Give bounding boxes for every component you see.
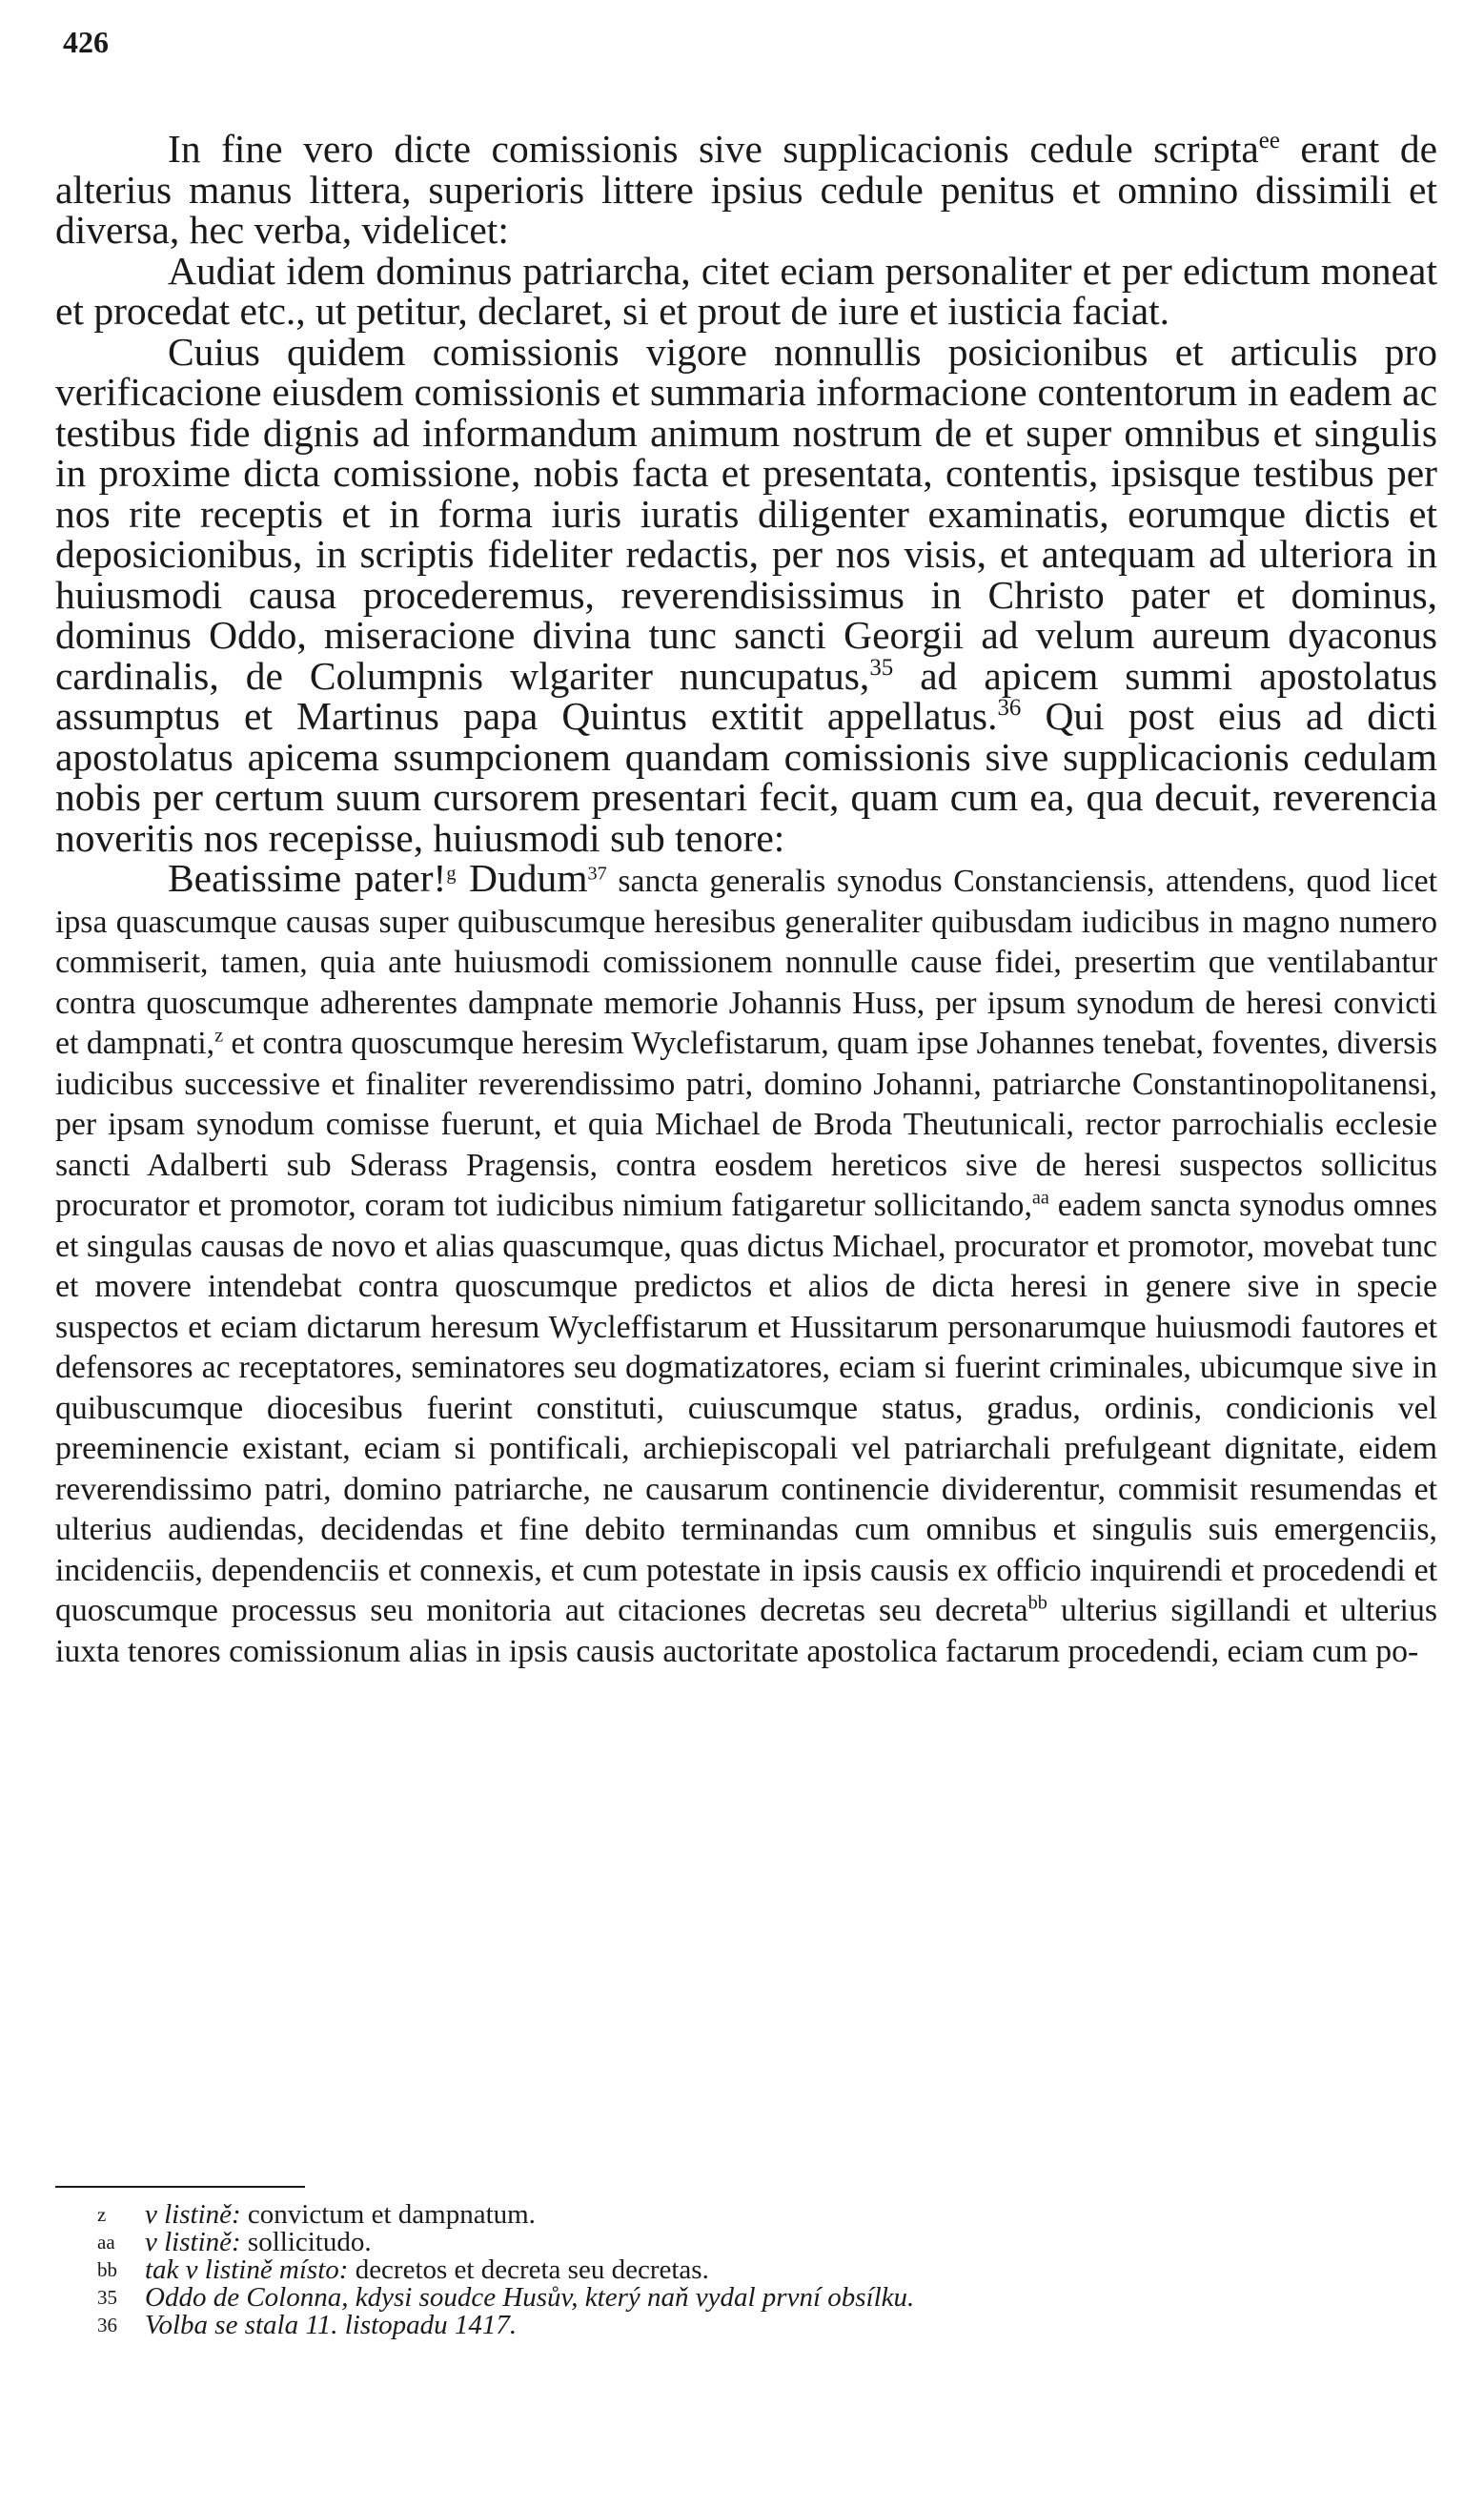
note-ref: aa bbox=[1031, 1187, 1049, 1209]
footnote bbox=[97, 2199, 1432, 2230]
footnote-text: decretos et decreta seu decretas. bbox=[348, 2254, 709, 2285]
paragraph-3 bbox=[55, 329, 1437, 860]
main-text bbox=[55, 129, 1437, 1672]
note-ref: bb bbox=[1027, 1592, 1047, 1614]
text-run: ad apicem summi apostolatus assumptus et Martinus papa Quintus extitit appellatus. bbox=[55, 653, 1437, 738]
footnote bbox=[97, 2282, 1432, 2313]
footnote-mark: bb bbox=[97, 2258, 117, 2281]
text-run: Dudum bbox=[456, 856, 588, 900]
footnote-text: convictum et dampnatum. bbox=[240, 2199, 536, 2230]
footnote-text: sollicitudo. bbox=[240, 2227, 372, 2257]
text-run: eadem sancta synodus omnes et singulas causas de novo et alias quascumque, quas dictus Michael, procurator et promotor, movebat tunc et movere intendebat contra quoscumque predictos et alios de dicta heresi in genere sive in specie suspectos et eciam dictarum heresum Wycleffistarum et Hussitarum personarumque huiusmodi fautores et defensores ac receptatores, seminatores seu dogmatizatores, eciam si fuerint criminales, ubicumque sive in quibuscumque diocesibus fuerint constituti, cuiuscumque status, gradus, ordinis, condicionis vel preeminencie existant, eciam si pontificali, archiepiscopali vel patriarchali prefulgeant dignitate, eidem reverendissimo patri, domino patriarche, ne causarum continencie dividerentur, commisit resumendas et ulterius audiendas, decidendas et fine debito terminandas cum omnibus et singulis suis emergenciis, incidenciis, dependenciis et connexis, et cum potestate in ipsis causis ex officio inquirendi et procedendi et quoscumque processus seu monitoria aut citaciones decretas seu decreta bbox=[55, 1188, 1438, 1628]
footnote-rule bbox=[55, 2186, 305, 2188]
footnote-label: tak v listině místo: bbox=[145, 2254, 349, 2285]
footnote-mark: 36 bbox=[97, 2314, 117, 2336]
text-run: et contra quoscumque heresim Wyclefistarum, quam ipse Johannes tenebat, foventes, diversis iudicibus successive et finaliter reverendissimo patri, domino Johanni, patriarche Constantinopolitanensi, per ipsam synodum comisse fuerunt, et quia Michael de Broda Theutunicali, rector parrochialis ecclesie sancti Adalberti sub Sderass Pragensis, contra eosdem hereticos sive de heresi suspectos sollicitus procurator et promotor, coram tot iudicibus nimium fatigaretur sollicitando, bbox=[55, 1026, 1437, 1223]
footnote-mark: z bbox=[97, 2203, 107, 2226]
footnote-mark: aa bbox=[97, 2231, 115, 2254]
paragraph-2: Audiat idem dominus patriarcha, citet eciam personaliter et per edictum moneat et procedat etc., ut petitur, declaret, si et prout de iure et iusticia faciat. bbox=[55, 248, 1437, 333]
page-number: 426 bbox=[63, 25, 109, 59]
footnote bbox=[97, 2227, 1432, 2257]
note-ref: ee bbox=[1258, 128, 1280, 154]
text-run: ulterius sigillandi et ulterius iuxta tenores comissionum alias in ipsis causis auctoritate apostolica factarum procedendi, eciam cum po- bbox=[55, 1593, 1437, 1669]
text-run: Beatissime pater! bbox=[168, 856, 447, 900]
note-ref: 37 bbox=[587, 863, 607, 885]
paragraph-1 bbox=[55, 129, 1437, 251]
footnotes bbox=[97, 2199, 1432, 2340]
note-ref: z bbox=[214, 1025, 224, 1047]
footnote-label: Volba se stala 11. listopadu 1417. bbox=[145, 2310, 518, 2340]
footnote-label: Oddo de Colonna, kdysi soudce Husův, který naň vydal první obsílku. bbox=[145, 2282, 915, 2313]
footnote-label: v listině: bbox=[145, 2199, 241, 2230]
text-run: Qui post eius ad dicti apostolatus apicema ssumpcionem quandam comissionis sive supplicacionis cedulam nobis per certum suum cursorem presentari fecit, quam cum ea, qua decuit, reverencia noveritis nos recepisse, huiusmodi sub tenore: bbox=[55, 694, 1437, 860]
text-run: erant de alterius manus littera, superioris littere ipsius cedule penitus et omnino dissimili et diversa, hec verba, videlicet: bbox=[55, 127, 1438, 252]
footnote bbox=[97, 2254, 1432, 2285]
note-ref: 35 bbox=[869, 654, 894, 681]
note-ref: g bbox=[446, 863, 457, 885]
footnote bbox=[97, 2310, 1432, 2340]
text-run: Cuius quidem comissionis vigore nonnullis posicionibus et articulis pro verificacione eiusdem comissionis et summaria informacione contentorum in eadem ac testibus fide dignis ad informandum animum nostrum de et super omnibus et singulis in proxime dicta comissione, nobis facta et presentata, contentis, ipsisque testibus per nos rite receptis et in forma iuris iuratis diligenter examinatis, eorumque dictis et deposicionibus, in scriptis fideliter redactis, per nos visis, et antequam ad ulteriora in huiusmodi causa procederemus, reverendisissimus in Christo pater et dominus, dominus Oddo, miseracione divina tunc sancti Georgii ad velum aureum dyaconus cardinalis, de Columpnis wlgariter nuncupatus, bbox=[55, 329, 1437, 698]
footnote-label: v listině: bbox=[145, 2227, 241, 2257]
text-run: sancta generalis synodus Constanciensis, attendens, quod licet ipsa quascumque causas super quibuscumque heresibus generaliter quibusdam iudicibus in magno numero commiserit, tamen, quia ante huiusmodi comissionem nonnulle cause fidei, presertim que ventilabantur contra quoscumque adherentes dampnate memorie Johannis Huss, per ipsum synodum de heresi convicti et dampnati, bbox=[55, 864, 1437, 1061]
text-run: In fine vero dicte comissionis sive supplicacionis cedule scripta bbox=[168, 127, 1259, 171]
quoted-document bbox=[55, 858, 1437, 1672]
note-ref: 36 bbox=[997, 695, 1022, 722]
footnote-mark: 35 bbox=[97, 2286, 117, 2309]
